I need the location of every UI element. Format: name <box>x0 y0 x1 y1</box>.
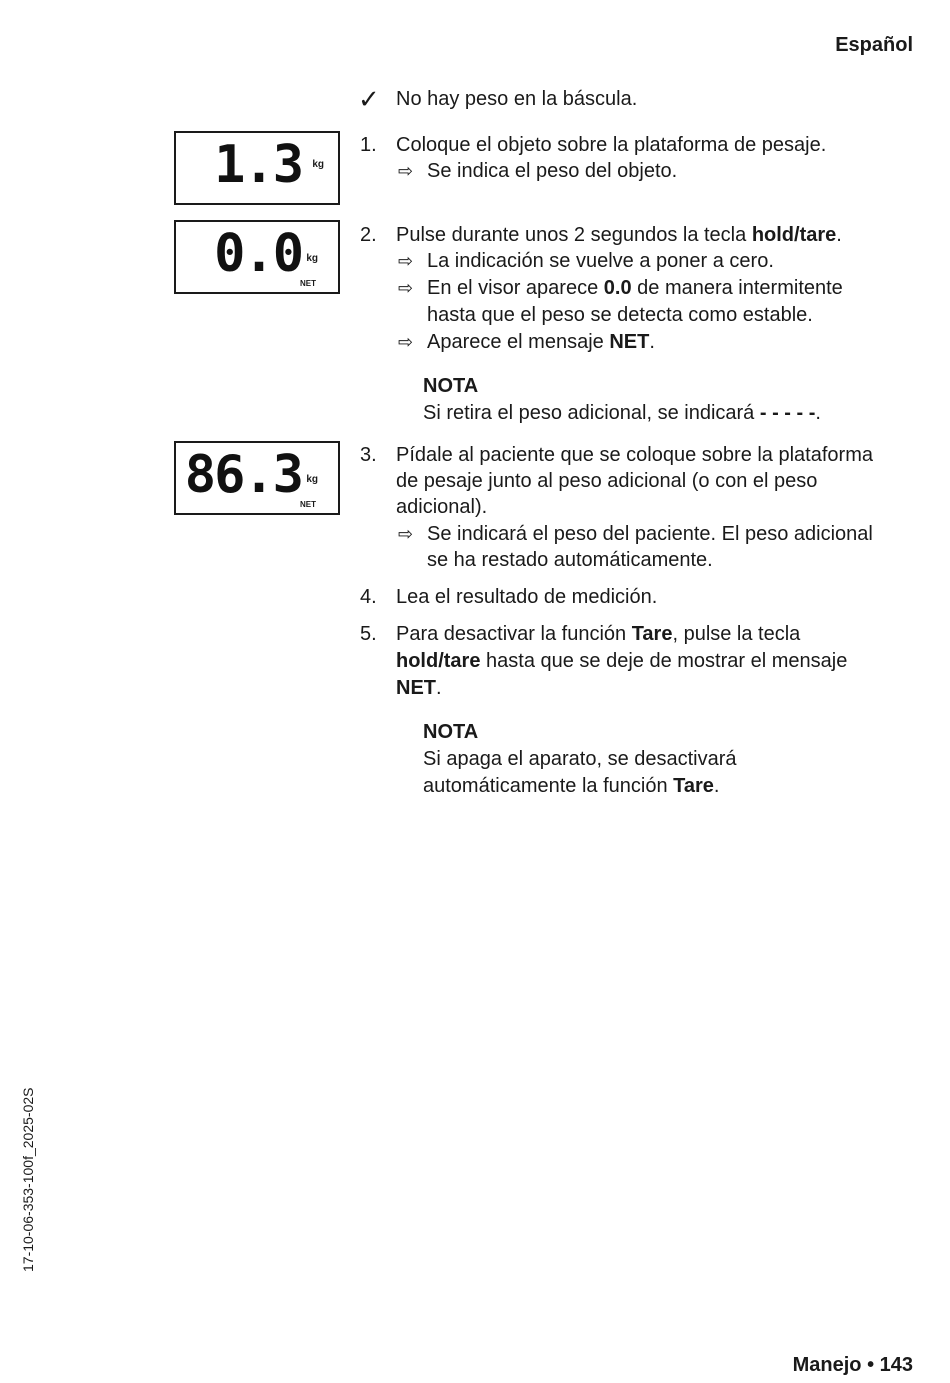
step-result: se ha restado automáticamente. <box>427 549 713 571</box>
result-arrow-icon: ⇨ <box>398 251 414 271</box>
step-result: La indicación se vuelve a poner a cero. <box>427 250 774 272</box>
display-unit: kg <box>312 159 324 170</box>
step-text: de pesaje junto al peso adicional (o con el peso <box>396 470 818 492</box>
step-result: hasta que el peso se detecta como estable. <box>427 304 813 326</box>
step-text: Para desactivar la función Tare, pulse la tecla <box>396 623 801 645</box>
step-text: NET. <box>396 677 442 699</box>
document-code: 17-10-06-353-100f_2025-02S <box>20 1087 36 1272</box>
page-footer: Manejo • 143 <box>792 1354 913 1376</box>
step-text: Lea el resultado de medición. <box>396 586 658 608</box>
note-title: NOTA <box>423 375 479 397</box>
note-text: Si apaga el aparato, se desactivará <box>423 748 737 770</box>
display-net-indicator: NET <box>300 279 316 288</box>
note-text: automáticamente la función Tare. <box>423 775 720 797</box>
scale-display-2 <box>174 220 340 294</box>
step-text: adicional). <box>396 496 488 518</box>
display-digits: 0.0 <box>214 224 302 284</box>
step-number: 4. <box>360 586 377 608</box>
checkmark-icon: ✓ <box>358 84 380 114</box>
display-digits: 86.3 <box>184 445 302 505</box>
step-text: Coloque el objeto sobre la plataforma de pesaje. <box>396 134 827 156</box>
result-arrow-icon: ⇨ <box>398 278 414 298</box>
result-arrow-icon: ⇨ <box>398 161 414 181</box>
note-text: Si retira el peso adicional, se indicará - - - - -. <box>423 402 821 424</box>
result-arrow-icon: ⇨ <box>398 524 414 544</box>
step-result: En el visor aparece 0.0 de manera intermitente <box>427 277 843 299</box>
step-text: hold/tare hasta que se deje de mostrar el mensaje <box>396 650 848 672</box>
scale-display-3 <box>174 441 340 515</box>
step-number: 1. <box>360 134 377 156</box>
scale-display-1 <box>174 131 340 205</box>
step-result: Aparece el mensaje NET. <box>427 331 655 353</box>
header-language: Español <box>835 34 913 56</box>
step-number: 3. <box>360 444 377 466</box>
result-arrow-icon: ⇨ <box>398 332 414 352</box>
note-title: NOTA <box>423 721 479 743</box>
step-text: Pulse durante unos 2 segundos la tecla hold/tare. <box>396 224 842 246</box>
prerequisite-text: No hay peso en la báscula. <box>396 88 638 110</box>
display-unit: kg <box>306 474 318 485</box>
step-number: 2. <box>360 224 377 246</box>
step-result: Se indicará el peso del paciente. El peso adicional <box>427 523 873 545</box>
display-unit: kg <box>306 253 318 264</box>
step-number: 5. <box>360 623 377 645</box>
step-text: Pídale al paciente que se coloque sobre la plataforma <box>396 444 873 466</box>
display-net-indicator: NET <box>300 500 316 509</box>
display-digits: 1.3 <box>214 135 302 195</box>
step-result: Se indica el peso del objeto. <box>427 160 678 182</box>
